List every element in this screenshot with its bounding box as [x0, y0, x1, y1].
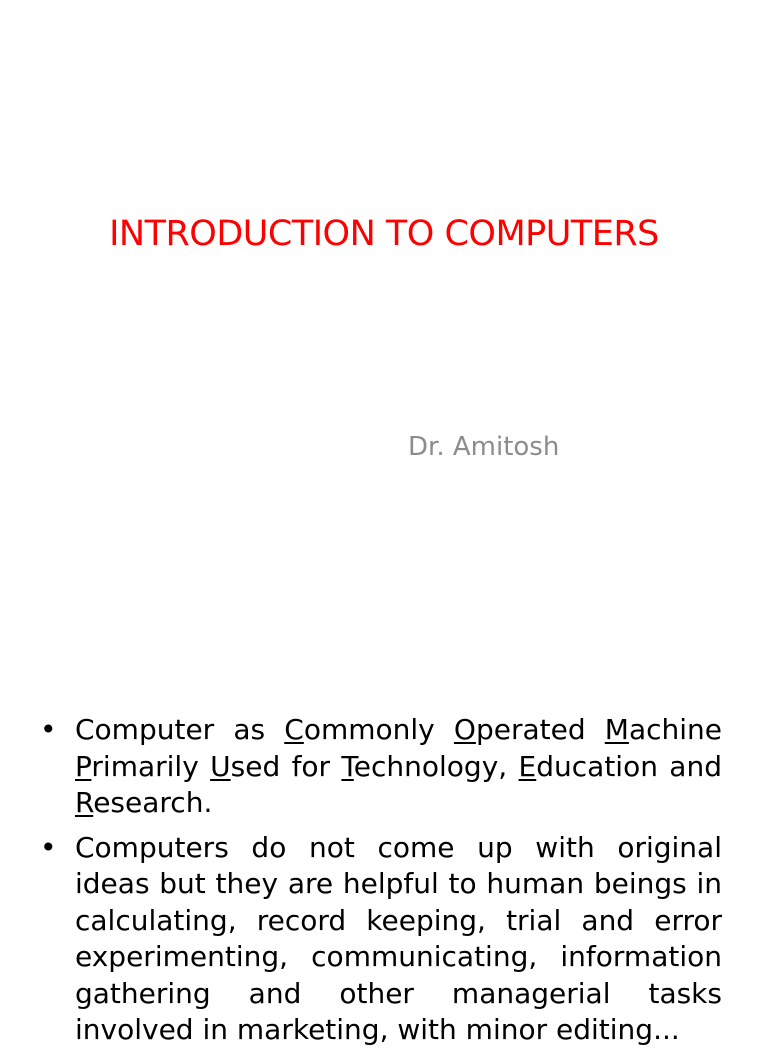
text-run: ducation and — [536, 749, 722, 783]
text-run: perated — [475, 713, 605, 746]
slide-subtitle: Dr. Amitosh — [408, 432, 560, 462]
acronym-letter: T — [341, 749, 354, 783]
acronym-letter: R — [75, 786, 94, 819]
bullet-icon: • — [40, 830, 57, 864]
acronym-letter: M — [604, 713, 629, 746]
bullet-text — [75, 713, 722, 819]
bullet-item-description — [40, 830, 722, 1049]
text-run: ommonly — [303, 713, 454, 746]
acronym-letter: E — [518, 749, 537, 783]
acronym-letter: C — [284, 713, 304, 746]
bullet-list — [40, 712, 722, 1057]
acronym-letter: O — [453, 713, 476, 746]
slide-title: INTRODUCTION TO COMPUTERS — [109, 214, 659, 254]
text-run: Computer as — [75, 713, 285, 746]
acronym-letter: P — [75, 749, 92, 783]
text-run: echnology, — [353, 749, 519, 783]
text-run: sed for — [230, 749, 342, 783]
text-run: esearch. — [93, 786, 213, 819]
bullet-icon: • — [40, 713, 57, 746]
text-run: rimarily — [91, 749, 211, 783]
content-slide — [0, 672, 768, 1046]
acronym-letter: U — [210, 749, 231, 783]
text-run: achine — [628, 713, 722, 746]
bullet-text: Computers do not come up with original ideas but they are helpful to human beings in calculating, record keeping, trial and error experimenting, communicating, information gathering and other managerial tasks involved in marketing, with minor editing... — [75, 830, 722, 1046]
bullet-item-acronym — [40, 712, 722, 822]
